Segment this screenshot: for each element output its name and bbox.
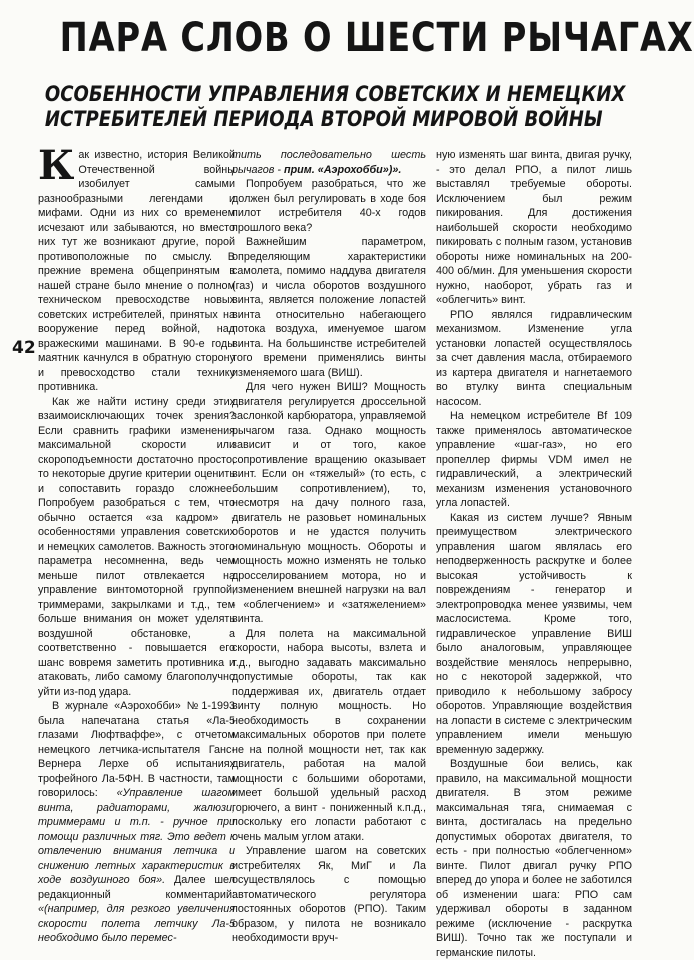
paragraph: ную изменять шаг винта, двигая ручку, - это делал РПО, а пилот лишь выставлял требуемые обороты. Исключением был режим пикирования. Для достижения наибольшей скорости необходимо пикировать с полным газом, установив обороты ниже номинальных на 200-400 об/мин. Для уменьшения скорости нужно, наоборот, убрать газ и «облегчить» винт. (436, 149, 632, 306)
text-column-2 (232, 148, 426, 944)
editor-note: прим. «Аэрохобби»)». (283, 163, 402, 176)
paragraph: Какая из систем лучше? Явным преимуществом электрического управления шагом являлась его неподверженность раскрутке и более высокая устойчивость к повреждениям - генератор и электропроводка менее уязвимы, чем маслосистема. Кроме того, гидравлическое управление ВИШ было аналоговым, управляющее воздействие менялось непрерывно, но с некоторой задержкой, что приводило к небольшому забросу оборотов. Управляющие воздействия на лопасти в системе с электрическим управлением имели меньшую временную задержку. (436, 511, 632, 756)
paragraph: Воздушные бои велись, как правило, на максимальной мощности двигателя. В этом режиме максимальная тяга, снимаемая с винта, достигалась на предельно допустимых оборотах двигателя, то есть - при полностью «облегченном» винте. Пилот двигал ручку РПО вперед до упора и более не заботился об изменении шага: РПО сам удерживал обороты в заданном режиме (исключение - раскрутка ВИШ). Точно так же поступали и германские пилоты. (436, 758, 632, 959)
article-subtitle (0, 82, 641, 132)
paragraph (232, 148, 426, 177)
text-column-1 (38, 142, 236, 944)
paragraph-text: ак известно, история Великой Отечественной войны изобилует самыми разнообразными легендами и мифами. Одни из них со временем исчезают или забываются, но вместо них тут же возникают другие, порой противоположные по смыслу. В прежние времена общепринятым в нашей стране было мнение о полном техническом превосходстве новых советских истребителей, принятых на вооружение перед войной, над вражескими машинами. В 90-е годы маятник качнулся в обратную сторону и превосходство стали технику противника. (38, 149, 235, 393)
subtitle-line-1: ОСОБЕННОСТИ УПРАВЛЕНИЯ СОВЕТСКИХ И НЕМЕЦКИХ (44, 82, 626, 106)
paragraph (38, 142, 235, 395)
text-column-3 (436, 148, 632, 959)
paragraph-text: Далее шел редакционный комментарий: (38, 874, 236, 901)
paragraph-text: В журнале «Аэрохобби» №1-1993 была напечатана статья «Ла-5 глазами Люфтваффе», с отчетом немецкого летчика-испытателя Ганс-Вернера Лерхе об испытаниях трофейного Ла-5ФН. В частности, там говорилось: (38, 700, 235, 799)
paragraph: Как же найти истину среди этих взаимоисключающих точек зрения? Если сравнить графики изменения максимальной скорости или скороподъемности достаточно просто, то некоторые другие критерии оценить и сопоставить гораздо сложнее. Попробуем разобраться с тем, что обычно остается «за кадром» - особенностями управления советских и немецких самолетов. Важность этого параметра несомненна, ведь чем меньше пилот отвлекается на управление винтомоторной группой, триммерами, закрылками и т.д., тем больше внимания он может уделять воздушной обстановке, а соответственно - повышается его шанс вовремя заметить противника и атаковать, либо самому благополучно уйти из-под удара. (38, 395, 235, 698)
drop-cap: К (38, 142, 75, 189)
paragraph: Для чего нужен ВИШ? Мощность двигателя регулируется дроссельной заслонкой карбюратора, управляемой рычагом газа. Однако мощность зависит и от того, какое сопротивление вращению оказывает винт. Если он «тяжелый» (то есть, с большим сопротивлением), то, несмотря на дачу полного газа, двигатель не разовьет номинальных оборотов и не удастся получить номинальную мощность. Обороты и мощность можно изменять не только дросселированием мотора, но и изменением внешней нагрузки на вал - «облегчением» и «затяжелением» винта. (232, 381, 426, 625)
paragraph: РПО являлся гидравлическим механизмом. Изменение угла установки лопастей осуществлялось за счет давления масла, отбираемого из картера двигателя и нагнетаемого во втулку винта специальным насосом. (436, 308, 632, 408)
paragraph: На немецком истребителе Bf 109 также применялось автоматическое управление «шаг-газ», но его пропеллер фирмы VDM имел не гидравлический, а электрический механизм изменения установочного угла лопастей. (436, 410, 632, 509)
paragraph: Управление шагом на советских истребителях Як, МиГ и Ла осуществлялось с помощью автоматического регулятора постоянных оборотов (РПО). Таким образом, у пилота не возникало необходимости вруч- (232, 845, 426, 944)
quote: «(например, для резкого увеличения скорости полета летчику Ла-5 необходимо было перемес- (38, 903, 235, 944)
paragraph (38, 699, 235, 946)
subtitle-line-2: ИСТРЕБИТЕЛЕЙ ПЕРИОДА ВТОРОЙ МИРОВОЙ ВОЙНЫ (44, 107, 603, 131)
paragraph: Для полета на максимальной скорости, набора высоты, взлета и т.д., выгодно задавать максимально допустимые обороты, так как поддерживая их, двигатель отдает винту полную мощность. Но необходимость в сохранении максимальных оборотов при полете не на полной мощности нет, так как двигатель, работая на малой мощности с большими оборотами, имеет большой удельный расход горючего, а винт - пониженный к.п.д., поскольку его лопасти работают с очень малым углом атаки. (232, 627, 426, 843)
paragraph: Попробуем разобраться, что же должен был регулировать в ходе боя пилот истребителя 40-х годов прошлого века? (232, 178, 426, 234)
page-number: 42 (12, 338, 36, 358)
quote: «Управление шагом винта, радиаторами, жалюзи, триммерами и т.п. - ручное при помощи различных тяг. Это ведет к отвлечению внимания летчика и снижению летных характеристик в ходе воздушного боя». (38, 787, 236, 886)
article-title: ПАРА СЛОВ О ШЕСТИ РЫЧАГАХ (59, 15, 694, 61)
paragraph: Важнейшим параметром, определяющим характеристики самолета, помимо наддува двигателя (газ) и числа оборотов воздушного винта, является положение лопастей винта относительно набегающего потока воздуха, именуемое шагом винта. На большинстве истребителей того времени применялись винты изменяемого шага (ВИШ). (232, 236, 426, 379)
quote: тить последовательно шесть рычагов - (232, 149, 426, 176)
